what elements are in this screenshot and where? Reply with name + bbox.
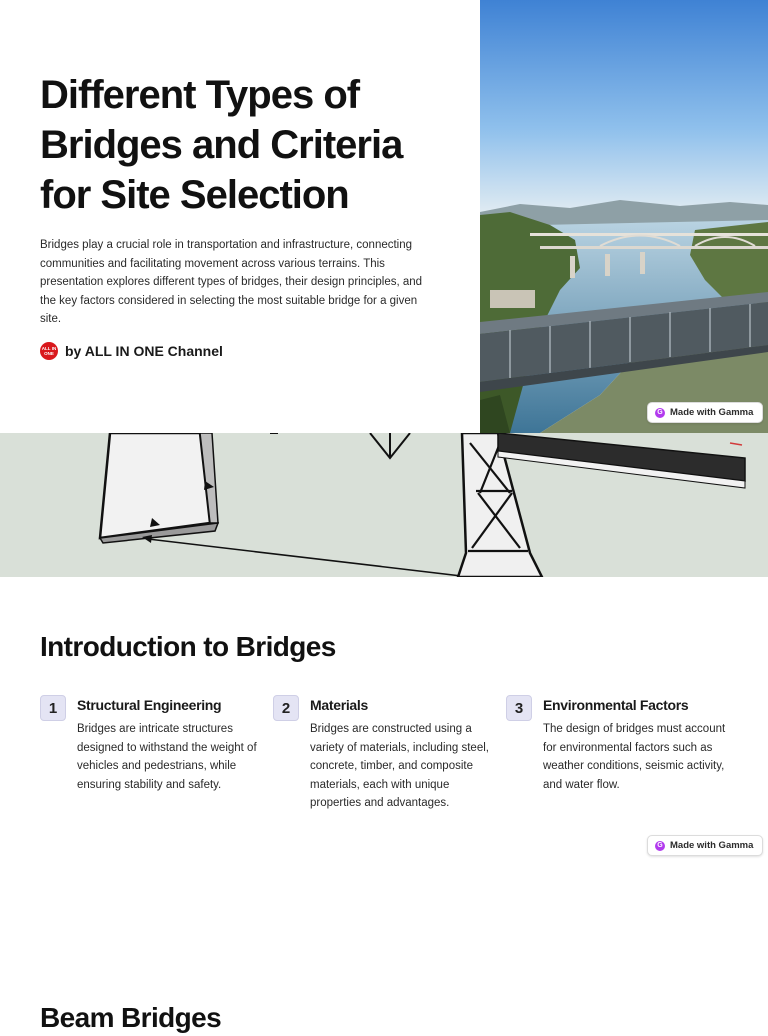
slide-title: Different Types of Bridges and Criteria for Site Selection [40,73,403,217]
card-text: Bridges are constructed using a variety of materials, including steel, concrete, timber, and composite materials, each with unique properties and advantages. [310,723,489,809]
step-number-badge: 2 [273,695,299,721]
avatar-text-line2: ONE [44,351,54,356]
step-number-badge: 1 [40,695,66,721]
gamma-logo-icon: G [655,841,665,851]
title-slide [0,0,768,433]
bridges-aerial-photo [480,0,768,433]
gamma-logo-icon: G [655,408,665,418]
card-text: The design of bridges must account for environmental factors such as weather conditions, seismic activity, and water flow. [543,723,726,791]
made-with-gamma-badge[interactable] [647,835,763,856]
avatar-text-line1: ALL IN [41,346,57,351]
slide-description: Bridges play a crucial role in transportation and infrastructure, connecting communities and facilitating movement across various terrains. This presentation explores different types of bridges, their design principles, and the key factors considered in selecting the most suitable bridge for a given site. [40,239,423,325]
badge-label: Made with Gamma [670,840,754,851]
badge-label: Made with Gamma [670,407,754,418]
author-name: by ALL IN ONE Channel [65,343,223,359]
step-number-badge: 3 [506,695,532,721]
card-title: Environmental Factors [543,697,689,713]
section-title: Introduction to Bridges [40,631,336,662]
author-byline [40,342,223,360]
card-title: Materials [310,697,368,713]
made-with-gamma-badge[interactable] [647,402,763,423]
bridge-sketch-banner [0,433,768,577]
channel-avatar [40,342,58,360]
card-text: Bridges are intricate structures designed to withstand the weight of vehicles and pedestrians, while ensuring stability and safety. [77,723,257,791]
section-title-beam-bridges: Beam Bridges [40,1002,222,1033]
card-title: Structural Engineering [77,697,222,713]
